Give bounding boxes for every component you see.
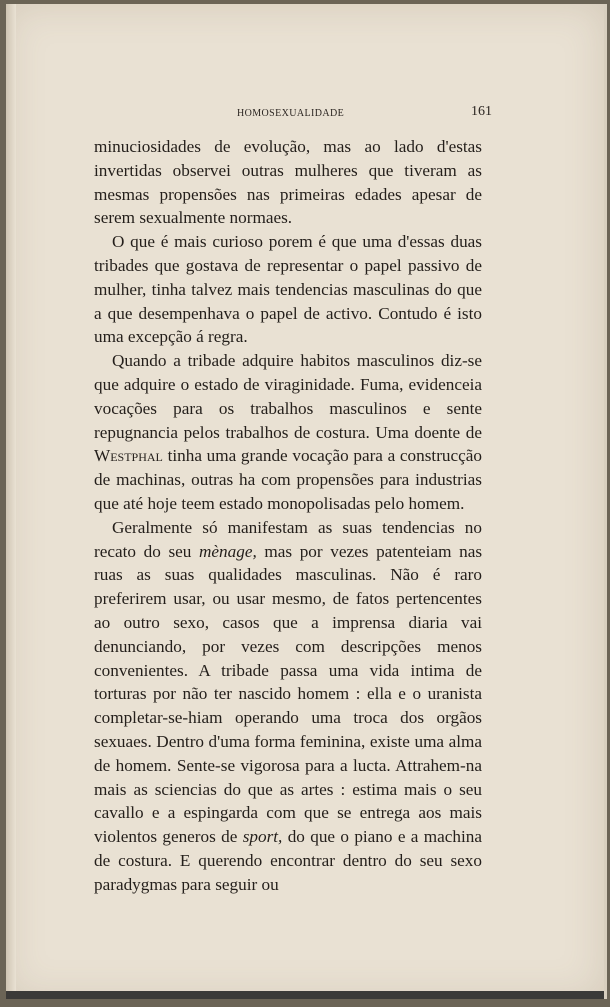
- paragraph-3-text-b: tinha uma grande vocação para a construcção de machinas, outras ha com propensões para industrias que até hoje teem estado monopolisadas pelo homem.: [94, 446, 482, 513]
- paragraph-4: [94, 516, 482, 897]
- page-gutter-shadow: [6, 4, 16, 999]
- paragraph-4-text-b: mas por vezes patenteiam nas ruas as suas qualidades masculinas. Não é raro preferirem usar, ou usar mesmo, de fatos pertencentes ao outro sexo, casos que a imprensa diaria vai denunciando, por vezes com descripções menos convenientes. A tribade passa uma vida intima de torturas por não ter nascido homem : ella e o uranista completar-se-hiam operando uma troca dos orgãos sexuaes. Dentro d'uma forma feminina, existe uma alma de homem. Sente-se vigorosa para a lucta. Attrahem-na mais as sciencias do que as artes : estima mais o seu cavallo e a espingarda com que se entrega aos mais violentos generos de: [94, 541, 483, 847]
- italic-menage: mènage,: [199, 541, 257, 561]
- body-text: [94, 135, 482, 897]
- page-number: 161: [471, 104, 492, 119]
- book-page: [6, 4, 607, 999]
- paragraph-3: [94, 349, 482, 516]
- paragraph-3-text-a: Quando a tribade adquire habitos masculinos diz-se que adquire o estado de viraginidade. Fuma, evidenceia vocações para os trabalhos masculinos e sente repugnancia pelos trabalhos de costura. Uma doente de: [94, 351, 482, 442]
- paragraph-1-text: minuciosidades de evolução, mas ao lado d'estas invertidas observei outras mulheres que tiveram as mesmas propensões nas primeiras edades apesar de serem sexualmente normaes.: [94, 137, 482, 228]
- page-header: [94, 104, 492, 124]
- author-name-westphal: Westphal: [94, 446, 163, 466]
- running-head: HOMOSEXUALIDADE: [237, 108, 345, 119]
- paragraph-2-text: O que é mais curioso porem é que uma d'essas duas tribades que gostava de representar o papel passivo de mulher, tinha talvez mais tendencias masculinas do que a que desempenhava o papel de activo. Contudo é isto uma excepção á regra.: [94, 232, 482, 347]
- paragraph-1: [94, 135, 482, 230]
- paragraph-4-text-a: Geralmente só manifestam as suas tendencias no recato do seu: [94, 517, 482, 561]
- scan-bottom-edge: [6, 991, 604, 999]
- italic-sport: sport,: [242, 827, 283, 847]
- paragraph-2: [94, 230, 482, 349]
- paragraph-4-text-c: do que o piano e a machina de costura. E querendo encontrar dentro do seu sexo paradygmas para seguir ou: [94, 827, 482, 894]
